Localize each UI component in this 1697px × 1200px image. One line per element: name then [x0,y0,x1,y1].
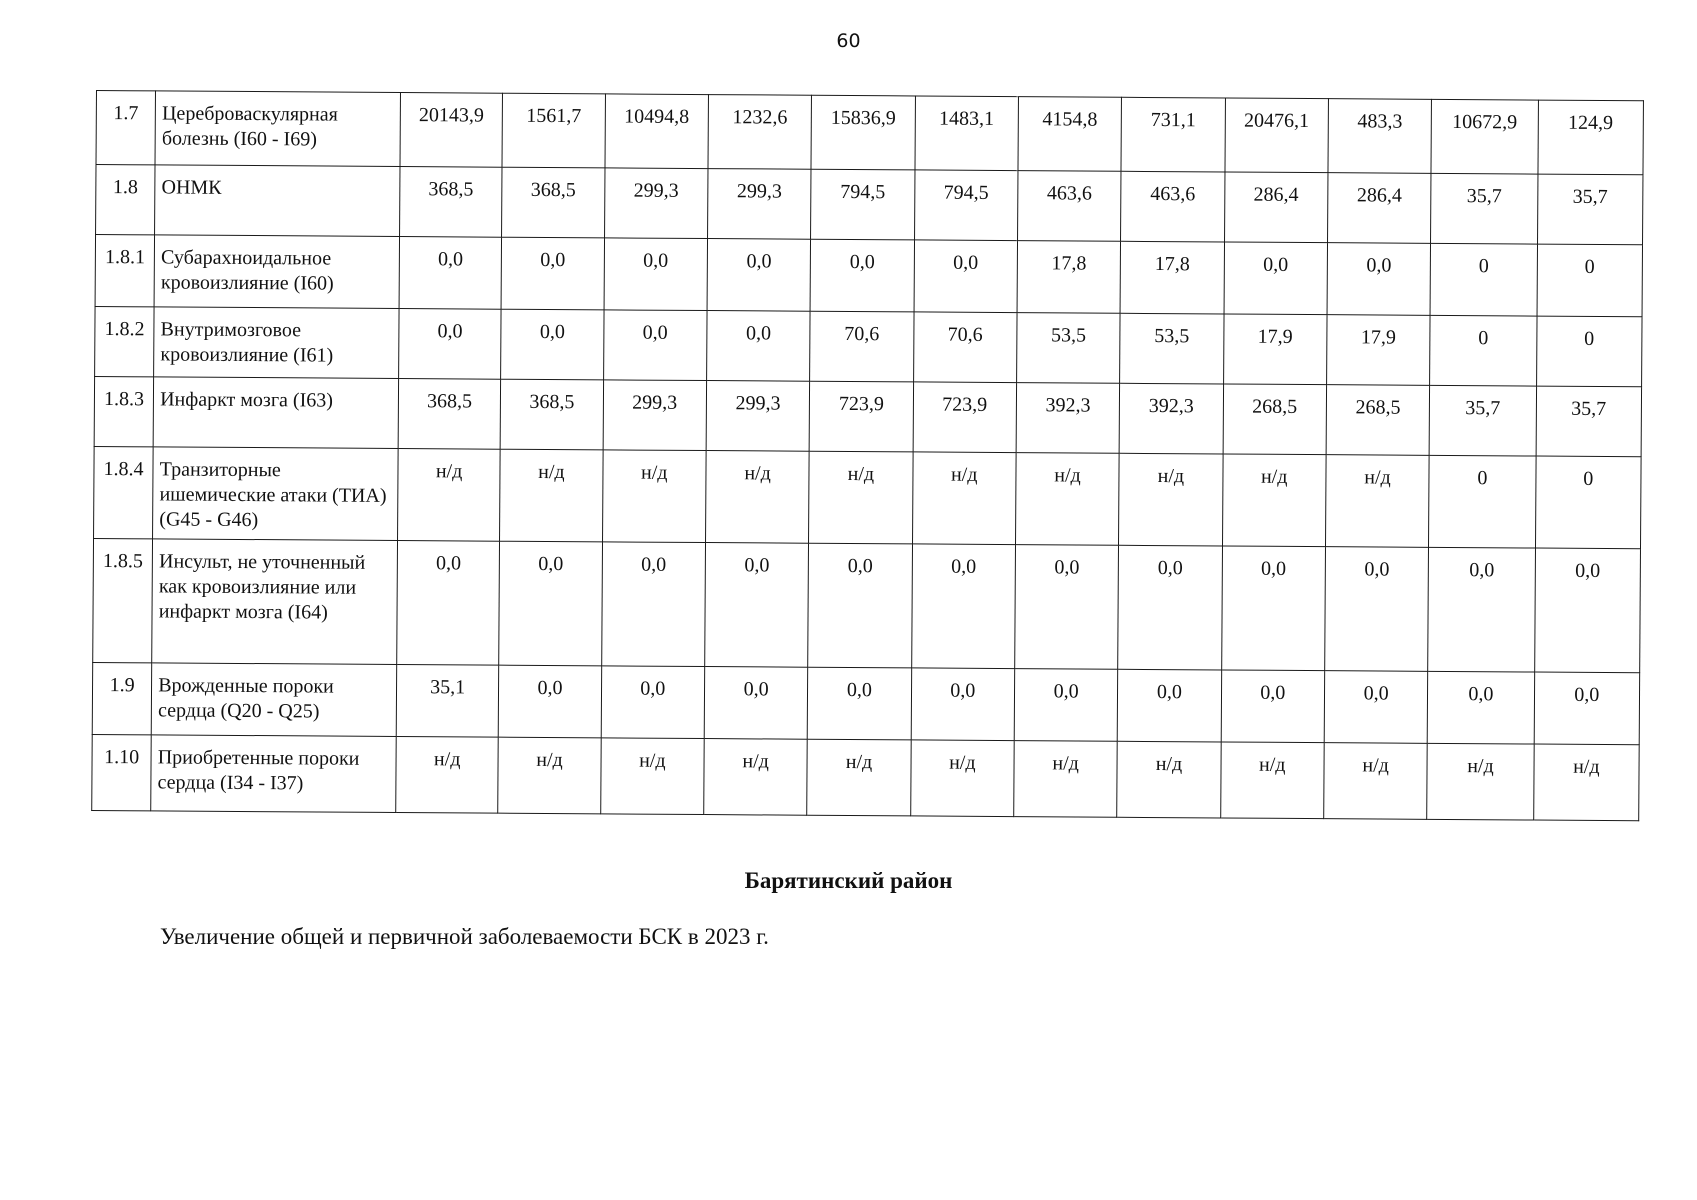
value-cell: 0,0 [1327,243,1431,316]
table-row [95,306,1642,386]
row-name: Цереброваскулярная болезнь (I60 - I69) [155,91,400,167]
row-name: Приобретенные пороки сердца (I34 - I37) [151,735,396,813]
value-cell: 0,0 [1015,545,1119,670]
value-cell: 0 [1430,243,1537,316]
value-cell: 35,7 [1536,386,1642,457]
value-cell: 0,0 [911,544,1015,669]
row-code: 1.8.4 [94,446,154,538]
value-cell: 35,7 [1431,173,1538,244]
value-cell: 299,3 [604,168,708,239]
value-cell: 368,5 [400,167,503,238]
value-cell: 0,0 [1221,546,1325,671]
value-cell: 0,0 [399,309,502,380]
table-row [93,538,1641,672]
value-cell: 0,0 [807,667,911,740]
value-cell: 0,0 [499,541,602,666]
value-cell: н/д [1427,743,1534,820]
value-cell: н/д [704,739,808,816]
value-cell: 368,5 [500,379,603,450]
row-name: Субарахноидальное кровоизлияние (I60) [154,235,399,309]
value-cell: 0,0 [704,667,808,740]
value-cell: 20143,9 [400,93,503,168]
value-cell: 483,3 [1328,99,1432,174]
row-name: Инфаркт мозга (I63) [153,377,398,449]
value-cell: н/д [397,449,500,542]
value-cell: 4154,8 [1018,97,1122,172]
value-cell: н/д [809,451,913,544]
value-cell: 0 [1535,456,1641,549]
value-cell: 0,0 [707,239,811,312]
value-cell: 0,0 [1325,547,1429,672]
value-cell: 0,0 [705,543,809,668]
value-cell: 0,0 [604,238,708,311]
value-cell: 0,0 [1534,672,1640,745]
value-cell: 0,0 [501,237,604,310]
value-cell: н/д [1117,741,1221,818]
value-cell: 0,0 [1117,669,1221,742]
value-cell: н/д [705,451,809,544]
district-title: Барятинский район [744,868,953,893]
value-cell: 392,3 [1016,383,1120,454]
value-cell: 17,9 [1326,315,1430,386]
value-cell: 0,0 [810,239,914,312]
value-cell: 35,7 [1537,174,1643,245]
table-row [96,91,1643,175]
value-cell: 0,0 [603,310,707,381]
table-row [94,446,1642,548]
value-cell: 0,0 [1427,671,1534,744]
value-cell: н/д [1325,455,1429,548]
row-code: 1.8.2 [95,306,155,376]
value-cell: 0,0 [399,237,502,310]
value-cell: 17,8 [1017,241,1121,314]
value-cell: 286,4 [1327,173,1431,244]
row-code: 1.8.3 [94,376,154,446]
value-cell: 53,5 [1017,313,1121,384]
table-body [92,91,1644,821]
value-cell: 70,6 [913,312,1017,383]
value-cell: 35,1 [396,665,499,738]
value-cell: н/д [602,450,706,543]
row-code: 1.8.1 [95,235,155,307]
value-cell: 0,0 [601,542,705,667]
row-name: Инсульт, не уточненный как кровоизлияние или инфаркт мозга (I64) [152,539,398,665]
value-cell: 0 [1430,315,1537,386]
value-cell: 1232,6 [708,95,812,170]
value-cell: 10672,9 [1431,99,1538,174]
value-cell: н/д [1014,741,1118,818]
value-cell: 15836,9 [811,95,915,170]
value-cell: 0,0 [1428,547,1535,672]
value-cell: 268,5 [1326,385,1430,456]
table-row [95,235,1642,317]
value-cell: н/д [1220,742,1324,819]
value-cell: 0,0 [1221,670,1325,743]
value-cell: 299,3 [603,380,707,451]
table-row [92,662,1639,744]
value-cell: н/д [912,452,1016,545]
value-cell: 0,0 [601,666,705,739]
value-cell: 392,3 [1119,383,1223,454]
value-cell: 0,0 [707,311,811,382]
value-cell: 0,0 [911,668,1015,741]
row-name: Врожденные пороки сердца (Q20 - Q25) [151,663,396,737]
value-cell: н/д [500,449,603,542]
value-cell: 794,5 [914,170,1018,241]
paragraph-text: Увеличение общей и первичной заболеваемости БСК в 2023 г. [160,924,769,949]
row-code: 1.8.5 [93,538,153,662]
value-cell: н/д [1222,454,1326,547]
value-cell: 731,1 [1121,97,1225,172]
value-cell: 368,5 [502,167,605,238]
value-cell: 0,0 [1534,548,1640,673]
table-container [91,90,1644,821]
value-cell: 299,3 [707,169,811,240]
value-cell: 0,0 [501,309,604,380]
value-cell: 0,0 [914,240,1018,313]
value-cell: 723,9 [913,382,1017,453]
value-cell: 35,7 [1429,385,1536,456]
value-cell: н/д [498,737,601,814]
row-code: 1.8 [96,165,156,235]
row-name: Транзиторные ишемические атаки (ТИА) (G45 - G46) [153,447,398,541]
value-cell: 0 [1536,316,1642,387]
value-cell: 299,3 [706,381,810,452]
value-cell: 723,9 [809,381,913,452]
value-cell: 0,0 [397,541,500,666]
value-cell: 10494,8 [605,94,709,169]
value-cell: 0,0 [1224,242,1328,315]
value-cell: н/д [1015,453,1119,546]
value-cell: 794,5 [811,169,915,240]
table-row [94,376,1641,456]
value-cell: 0 [1537,244,1643,317]
row-name: Внутримозговое кровоизлияние (I61) [154,307,399,379]
value-cell: н/д [396,737,499,814]
value-cell: 463,6 [1121,171,1225,242]
value-cell: н/д [1119,453,1223,546]
value-cell: н/д [807,739,911,816]
value-cell: 17,8 [1120,241,1224,314]
row-code: 1.7 [96,91,156,165]
table-row [96,165,1643,245]
value-cell: 17,9 [1223,314,1327,385]
value-cell: н/д [1533,744,1639,821]
value-cell: 286,4 [1224,172,1328,243]
value-cell: 70,6 [810,311,914,382]
value-cell: н/д [600,738,704,815]
value-cell: 1561,7 [502,93,605,168]
value-cell: 1483,1 [915,96,1019,171]
value-cell: 463,6 [1017,171,1121,242]
value-cell: 0,0 [1118,545,1222,670]
table-row [92,734,1639,820]
morbidity-table [91,90,1644,821]
value-cell: н/д [910,740,1014,817]
value-cell: 20476,1 [1225,98,1329,173]
value-cell: 0,0 [1324,671,1428,744]
value-cell: 0,0 [808,543,912,668]
value-cell: н/д [1324,743,1428,820]
value-cell: 0 [1429,455,1536,548]
value-cell: 124,9 [1538,100,1644,175]
row-code: 1.10 [92,734,152,810]
value-cell: 53,5 [1120,313,1224,384]
value-cell: 368,5 [398,379,501,450]
row-code: 1.9 [92,662,152,734]
page-number: 60 [836,30,861,52]
row-name: ОНМК [155,165,400,237]
value-cell: 0,0 [499,665,602,738]
value-cell: 0,0 [1014,669,1118,742]
value-cell: 268,5 [1223,384,1327,455]
